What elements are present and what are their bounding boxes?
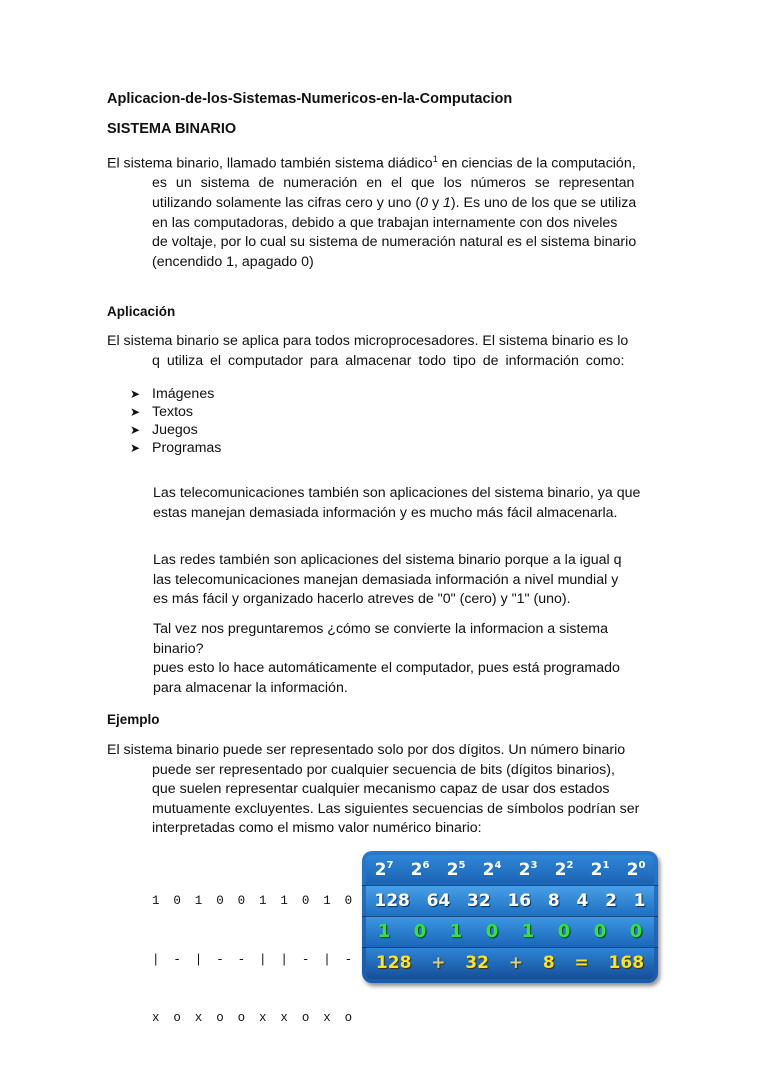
power-cell: $2^5$ xyxy=(446,860,466,880)
bit-cell: 1 xyxy=(521,921,535,942)
document-title: Aplicacion-de-los-Sistemas-Numericos-en-la-Computacion xyxy=(107,91,513,107)
place-value-cell: 4 xyxy=(576,890,589,911)
paragraph-sistema-binario xyxy=(107,150,663,272)
para-line: (encendido 1, apagado 0) xyxy=(152,253,314,270)
bit-cell: 0 xyxy=(629,921,643,942)
section-heading-sistema-binario: SISTEMA BINARIO xyxy=(107,121,237,137)
bit-cell: 0 xyxy=(593,921,607,942)
sum-operator: = xyxy=(574,953,589,973)
para-line: mutuamente excluyentes. Las siguientes secuencias de símbolos podrían ser xyxy=(152,800,640,817)
paragraph-pregunta: Tal vez nos preguntaremos ¿cómo se convierte la informacion a sistema binario? pues esto lo hace automáticamente el computador, pues está programado para almacenar la información. xyxy=(153,621,620,696)
bullet-list xyxy=(130,385,221,457)
place-value-cell: 8 xyxy=(547,890,560,911)
arrowhead-bullet-icon: ➤ xyxy=(130,387,141,401)
arrowhead-bullet-icon: ➤ xyxy=(130,423,141,437)
symbol-sequences xyxy=(152,853,355,1068)
binary-place-value-table xyxy=(362,851,658,983)
list-item: ➤ Programas xyxy=(130,440,222,456)
power-cell: $2^2$ xyxy=(554,860,574,880)
sequence-xo: x o x o o x x o x o xyxy=(152,1011,356,1025)
power-cell: $2^4$ xyxy=(482,860,502,880)
para-line: en las computadoras, debido a que trabajan internamente con dos niveles xyxy=(152,214,618,231)
sum-row xyxy=(366,947,654,979)
bit-cell: 0 xyxy=(485,921,499,942)
sum-operator: + xyxy=(431,953,446,973)
footnote-marker: 1 xyxy=(432,154,438,164)
sequence-digits: 1 0 1 0 0 1 1 0 1 0 xyxy=(152,894,356,908)
para-line: utilizando solamente las cifras cero y uno (0 y 1). Es uno de los que se utiliza xyxy=(152,194,637,211)
paragraph-aplicacion xyxy=(107,332,663,371)
paragraph-ejemplo xyxy=(107,741,663,839)
arrowhead-bullet-icon: ➤ xyxy=(130,405,141,419)
para-line: El sistema binario puede ser representado solo por dos dígitos. Un número binario xyxy=(107,742,626,758)
para-line: El sistema binario se aplica para todos microprocesadores. El sistema binario es lo xyxy=(107,333,629,349)
section-heading-aplicacion: Aplicación xyxy=(107,304,176,319)
power-cell: $2^0$ xyxy=(626,860,646,880)
bit-cell: 0 xyxy=(413,921,427,942)
powers-row xyxy=(366,855,654,885)
sum-term: 128 xyxy=(375,953,412,973)
power-cell: $2^7$ xyxy=(374,860,394,880)
section-heading-ejemplo: Ejemplo xyxy=(107,712,160,727)
para-line: El sistema binario, llamado también sistema diádico$^1$ en ciencias de la computación, xyxy=(107,154,636,172)
sum-operator: + xyxy=(508,953,524,973)
list-item: ➤ Juegos xyxy=(130,422,198,438)
power-cell: $2^1$ xyxy=(590,860,610,880)
place-value-cell: 1 xyxy=(633,890,646,911)
arrowhead-bullet-icon: ➤ xyxy=(130,441,141,455)
list-item: ➤ Imágenes xyxy=(130,386,215,402)
place-value-cell: 2 xyxy=(605,890,617,911)
para-line: interpretadas como el mismo valor numérico binario: xyxy=(152,820,482,837)
bit-cell: 1 xyxy=(449,921,463,942)
power-cell: $2^3$ xyxy=(518,860,538,880)
bit-cell: 0 xyxy=(557,921,571,942)
place-value-cell: 64 xyxy=(426,890,451,911)
place-value-cell: 128 xyxy=(374,890,410,911)
para-line: puede ser representado por cualquier secuencia de bits (dígitos binarios), xyxy=(152,761,615,778)
list-item: ➤ Textos xyxy=(130,404,194,420)
paragraph-telecomunicaciones: Las telecomunicaciones también son aplicaciones del sistema binario, ya que estas manejan demasiada información y es mucho más fácil almacenarla. xyxy=(153,485,641,521)
sum-term: 8 xyxy=(542,953,555,973)
bits-row xyxy=(366,916,654,947)
sum-term: 32 xyxy=(465,953,489,973)
paragraph-redes: Las redes también son aplicaciones del sistema binario porque a la igual q las telecomunicaciones manejan demasiada información a nivel mundial y es más fácil y organizado hacerlo atreves de "0" (cero) y "1" (uno). xyxy=(153,552,622,608)
place-value-cell: 16 xyxy=(507,890,532,911)
sequence-bars: | - | - - | | - | - xyxy=(152,952,356,967)
para-line: que suelen representar cualquier mecanismo capaz de usar dos estados xyxy=(152,781,610,798)
place-values-row xyxy=(366,885,654,916)
power-cell: $2^6$ xyxy=(410,860,430,880)
para-line: es un sistema de numeración en el que los números se representan xyxy=(152,175,635,192)
sum-result: 168 xyxy=(608,953,645,973)
para-line: de voltaje, por lo cual su sistema de numeración natural es el sistema binario xyxy=(152,234,637,251)
place-value-cell: 32 xyxy=(467,890,491,911)
bit-cell: 1 xyxy=(377,921,391,942)
para-line: q utiliza el computador para almacenar todo tipo de información como: xyxy=(152,352,625,369)
